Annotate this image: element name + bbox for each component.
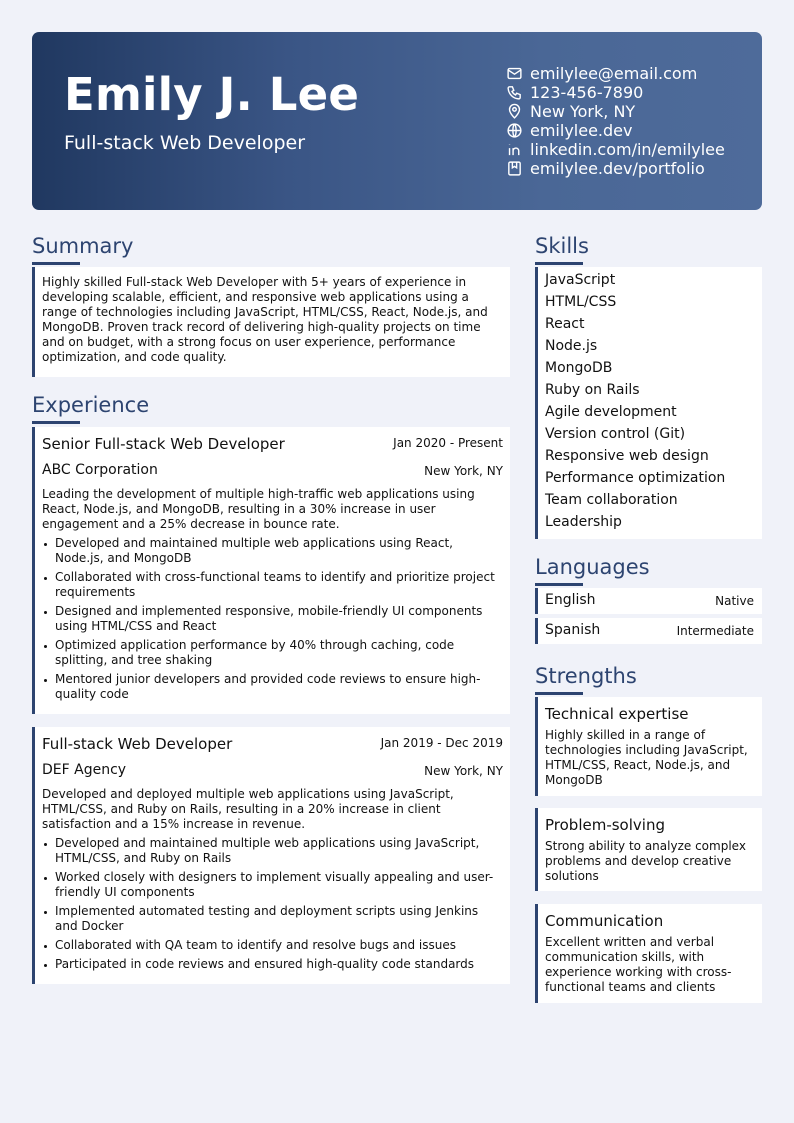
job-bullet: Worked closely with designers to implement visually appealing and user-friendly UI components (42, 870, 504, 900)
language-row (535, 618, 762, 644)
languages-heading (535, 555, 650, 579)
contact-linkedin[interactable] (506, 140, 725, 159)
job-card-1 (32, 427, 510, 714)
strength-card (535, 808, 762, 891)
skill-item: React (545, 316, 585, 332)
contact-phone-text: 123-456-7890 (530, 83, 644, 102)
globe-icon (506, 122, 523, 139)
contact-website[interactable] (506, 121, 725, 140)
job-description: Developed and deployed multiple web applications using JavaScript, HTML/CSS, and Ruby on Rails, resulting in a 20% increase in client satisfaction and a 15% increase in revenue. (42, 787, 454, 831)
heading-underline (535, 692, 583, 695)
job-bullet: Mentored junior developers and provided code reviews to ensure high-quality code (42, 672, 504, 702)
summary-card (32, 267, 510, 377)
job-bullet-list (42, 836, 504, 972)
contact-linkedin-text: linkedin.com/in/emilylee (530, 140, 725, 159)
location-pin-icon (506, 103, 523, 120)
job-bullet: Optimized application performance by 40% through caching, code splitting, and tree shaking (42, 638, 504, 668)
strength-description: Strong ability to analyze complex problems and develop creative solutions (545, 839, 746, 883)
strength-title: Communication (545, 912, 664, 930)
contact-phone[interactable] (506, 83, 725, 102)
contact-website-text: emilylee.dev (530, 121, 633, 140)
skill-item: Performance optimization (545, 470, 726, 486)
skill-item: Node.js (545, 338, 598, 354)
strength-title: Technical expertise (545, 705, 689, 723)
language-level: Native (715, 594, 754, 608)
skill-item: HTML/CSS (545, 294, 617, 310)
job-location: New York, NY (424, 464, 503, 478)
heading-underline (32, 421, 80, 424)
contact-email-text: emilylee@email.com (530, 64, 698, 83)
contact-portfolio[interactable] (506, 159, 725, 178)
job-bullet: Designed and implemented responsive, mobile-friendly UI components using HTML/CSS and React (42, 604, 504, 634)
strength-description: Highly skilled in a range of technologies including JavaScript, HTML/CSS, React, Node.js, and MongoDB (545, 728, 748, 787)
job-bullet-list (42, 536, 504, 702)
heading-underline (535, 583, 583, 586)
contact-location (506, 102, 725, 121)
heading-underline (535, 262, 583, 265)
job-location: New York, NY (424, 764, 503, 778)
job-bullet: Developed and maintained multiple web applications using React, Node.js, and MongoDB (42, 536, 504, 566)
language-level: Intermediate (676, 624, 754, 638)
languages-heading-text: Languages (535, 555, 650, 579)
contact-location-text: New York, NY (530, 102, 636, 121)
job-company: DEF Agency (42, 762, 127, 778)
job-bullet: Collaborated with cross-functional teams to identify and prioritize project requirements (42, 570, 504, 600)
job-dates: Jan 2020 - Present (393, 436, 503, 450)
mail-icon (506, 65, 523, 82)
job-card-2 (32, 727, 510, 984)
skill-item: Team collaboration (545, 492, 678, 508)
strength-card (535, 904, 762, 1003)
skill-item: Ruby on Rails (545, 382, 640, 398)
resume-header (32, 32, 762, 210)
job-bullet: Participated in code reviews and ensured high-quality code standards (42, 957, 504, 972)
skills-heading (535, 234, 589, 258)
job-dates: Jan 2019 - Dec 2019 (380, 736, 503, 750)
contact-email[interactable] (506, 64, 725, 83)
portfolio-icon (506, 160, 523, 177)
strength-title: Problem-solving (545, 816, 665, 834)
contact-list (506, 64, 725, 178)
contact-portfolio-text: emilylee.dev/portfolio (530, 159, 705, 178)
skill-item: MongoDB (545, 360, 613, 376)
skills-heading-text: Skills (535, 234, 589, 258)
strength-card (535, 697, 762, 796)
skill-item: Agile development (545, 404, 677, 420)
experience-heading (32, 393, 149, 417)
candidate-title: Full-stack Web Developer (64, 132, 306, 154)
language-name: English (545, 592, 596, 608)
job-bullet: Collaborated with QA team to identify and resolve bugs and issues (42, 938, 504, 953)
job-company: ABC Corporation (42, 462, 158, 478)
job-description-block (42, 487, 504, 702)
job-bullet: Implemented automated testing and deployment scripts using Jenkins and Docker (42, 904, 504, 934)
language-name: Spanish (545, 622, 601, 638)
strengths-heading-text: Strengths (535, 664, 637, 688)
linkedin-icon (506, 141, 523, 158)
skill-item: Leadership (545, 514, 622, 530)
summary-heading-text: Summary (32, 234, 134, 258)
skill-item: Version control (Git) (545, 426, 686, 442)
candidate-name: Emily J. Lee (64, 68, 360, 121)
skills-card (535, 267, 762, 539)
skill-item: Responsive web design (545, 448, 709, 464)
job-title: Full-stack Web Developer (42, 735, 233, 753)
strength-description: Excellent written and verbal communication skills, with experience working with cross-functional teams and clients (545, 935, 732, 994)
summary-text: Highly skilled Full-stack Web Developer with 5+ years of experience in developing scalable, efficient, and responsive web applications using a range of technologies including JavaScript, HTML/CSS, React, Node.js, and MongoDB. Proven track record of delivering high-quality projects on time and on budget, with a strong focus on user experience, performance optimization, and code quality. (42, 275, 488, 364)
skill-item: JavaScript (545, 272, 616, 288)
experience-heading-text: Experience (32, 393, 150, 417)
language-row (535, 588, 762, 614)
job-bullet: Developed and maintained multiple web applications using JavaScript, HTML/CSS, and Ruby on Rails (42, 836, 504, 866)
phone-icon (506, 84, 523, 101)
job-title: Senior Full-stack Web Developer (42, 435, 285, 453)
summary-heading (32, 234, 133, 258)
job-description-block (42, 787, 504, 972)
heading-underline (32, 262, 80, 265)
job-description: Leading the development of multiple high-traffic web applications using React, Node.js, and MongoDB, resulting in a 30% increase in user engagement and a 25% decrease in bounce rate. (42, 487, 475, 531)
strengths-heading (535, 664, 637, 688)
